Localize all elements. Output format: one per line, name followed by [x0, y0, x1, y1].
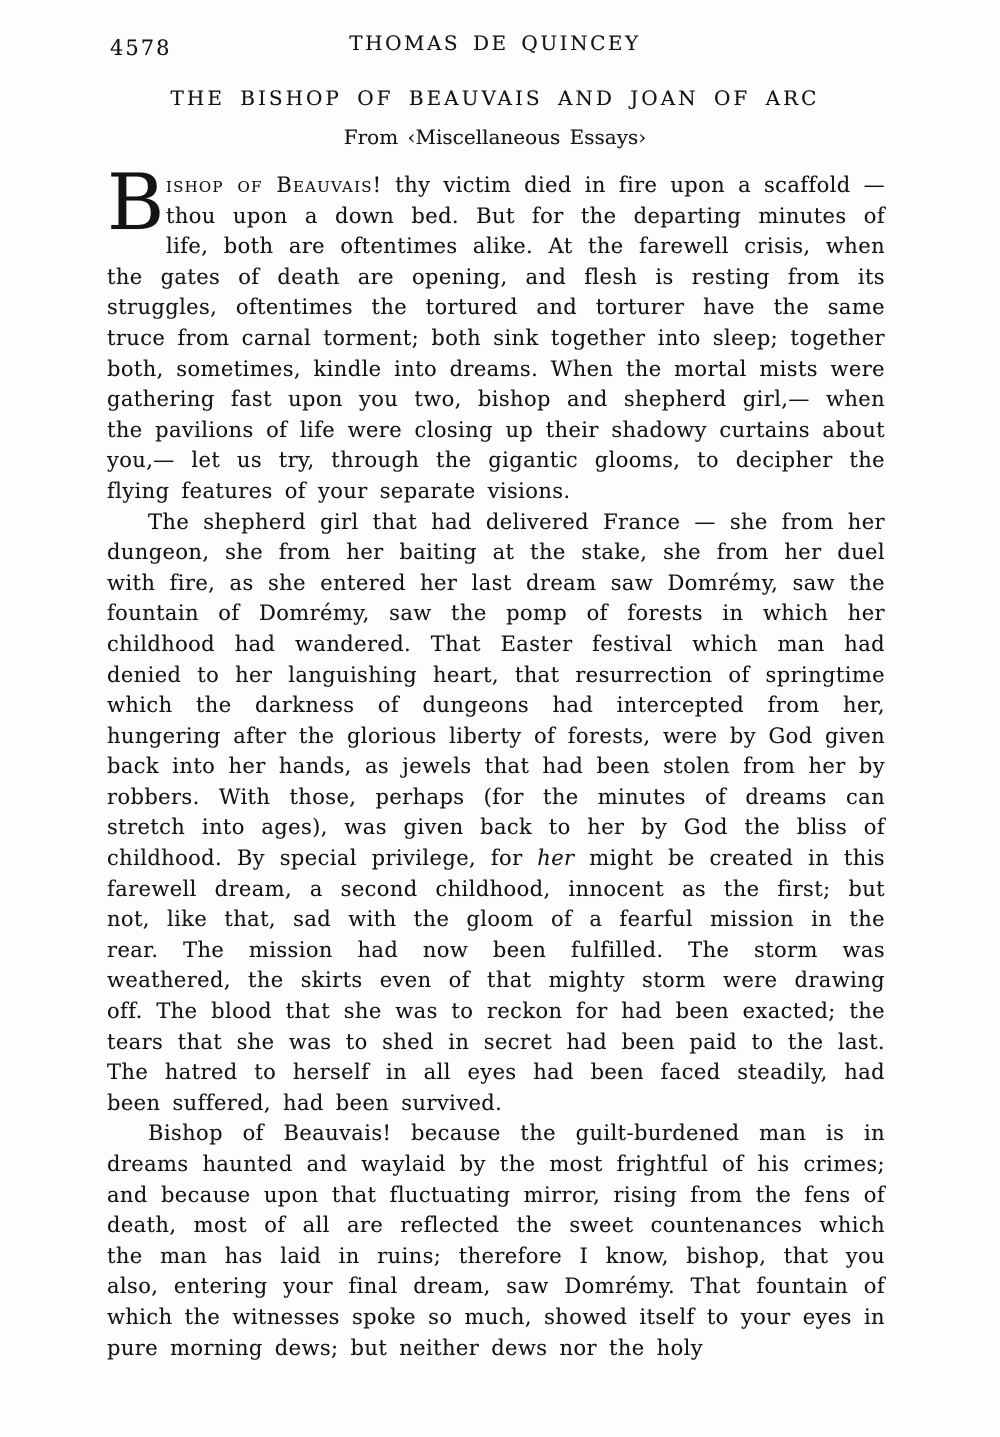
drop-cap-letter: B	[107, 158, 165, 248]
article-source-line: From ‹Miscellaneous Essays›	[343, 125, 647, 149]
article-body	[107, 158, 885, 1363]
paragraph-3-text: Bishop of Beauvais! because the guilt-burdened man is in dreams haunted and waylaid by the most frightful of his crimes; and because upon that fluctuating mirror, rising from the fens of death, most of all are reflected the sweet countenances which the man has laid in ruins; therefore I know, bishop, that you also, entering your final dream, saw Domrémy. That fountain of which the witnesses spoke so much, showed itself to your eyes in pure morning dews; but neither dews nor the holy	[107, 1121, 885, 1360]
paragraph-2-text-before-italic: The shepherd girl that had delivered France — she from her dungeon, she from her baiting at the stake, she from her duel with fire, as she entered her last dream saw Domrémy, saw the fountain of Domrémy, saw the pomp of forests in which her childhood had wandered. That Easter festival which man had denied to her languishing heart, that resurrection of springtime which the darkness of dungeons had intercepted from her, hungering after the glorious liberty of forests, were by God given back into her hands, as jewels that had been stolen from her by robbers. With those, perhaps (for the minutes of dreams can stretch into ages), was given back to her by God the bliss of childhood. By special privilege, for	[107, 509, 885, 871]
paragraph-1-small-caps: ishop of Beauvais!	[166, 173, 383, 197]
paragraph-1	[107, 158, 885, 507]
article-title: THE BISHOP OF BEAUVAIS AND JOAN OF ARC	[170, 86, 820, 110]
page-number: 4578	[110, 36, 172, 60]
paragraph-3	[107, 1118, 885, 1363]
paragraph-2-italic-word: her	[537, 846, 575, 871]
paragraph-2	[107, 507, 885, 1119]
paragraph-2-text-after-italic: might be created in this farewell dream, a second childhood, innocent as the first; but not, like that, sad with the gloom of a fearful mission in the rear. The mission had now been fulfilled. The storm was weathered, the skirts even of that mighty storm were drawing off. The blood that she was to reckon for had been exacted; the tears that she was to shed in secret had been paid to the last. The hatred to herself in all eyes had been faced steadily, had been suffered, had been survived.	[107, 846, 885, 1115]
running-header: THOMAS DE QUINCEY	[349, 31, 641, 55]
paragraph-1-text: thy victim died in fire upon a scaffold — thou upon a down bed. But for the departing minutes of life, both are oftentimes alike. At the farewell crisis, when the gates of death are opening, and flesh is resting from its struggles, oftentimes the tortured and torturer have the same truce from carnal torment; both sink together into sleep; together both, sometimes, kindle into dreams. When the mortal mists were gathering fast upon you two, bishop and shepherd girl,— when the pavilions of life were closing up their shadowy curtains about you,— let us try, through the gigantic glooms, to decipher the flying features of your separate visions.	[107, 173, 885, 503]
